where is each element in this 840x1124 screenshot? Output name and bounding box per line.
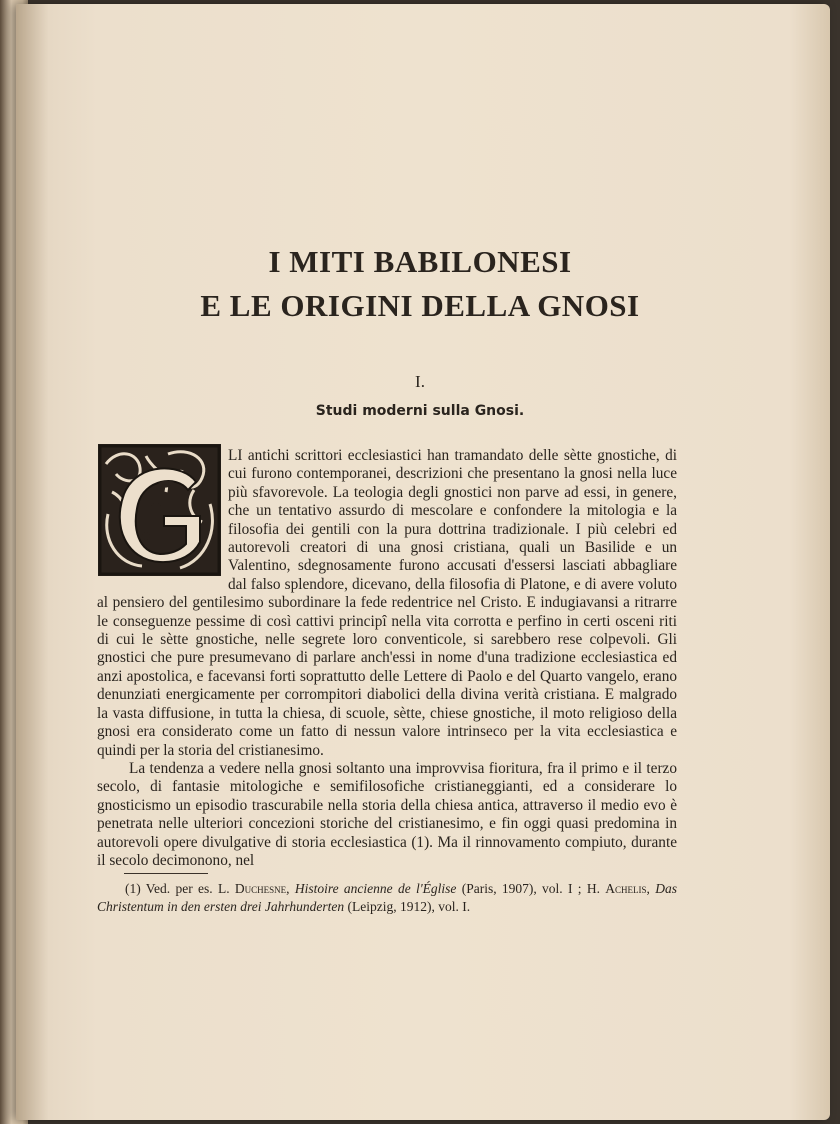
body-text (97, 447, 677, 870)
footnote-rule (124, 873, 208, 874)
initial-spacer (97, 447, 228, 583)
footnote-text-5: (Leipzig, 1912), vol. I. (344, 899, 471, 914)
footnote-author-2: Achelis (605, 881, 647, 896)
footnote-text-3: (Paris, 1907), vol. I ; H. (456, 881, 606, 896)
footnote-text-4: , (646, 881, 656, 896)
footnote-work-1: Histoire ancienne de l'Église (294, 881, 457, 896)
title-line-1: I MITI BABILONESI (268, 244, 572, 279)
footnote-text-2: , (286, 881, 295, 896)
section-number: I. (415, 372, 425, 391)
footnote-work-2: Das Christentum in den ersten drei Jahrhunderten (97, 881, 677, 914)
footnote-author-1: Duchesne (234, 881, 287, 896)
footnote-text-1: (1) Ved. per es. L. (125, 881, 235, 896)
lead-in-caps: LI (228, 447, 243, 464)
footnote (97, 880, 677, 916)
paragraph-1-text: antichi scrittori ecclesiastici han tramandato delle sètte gnostiche, di cui furono contemporanei, descrizioni che presentano la gnosi nella luce più sfavorevole. La teologia degli gnostici non parve ad essi, in genere, che un tentativo assurdo di mescolare e confondere la mitologia e la filosofia dei gentili con la pura dottrina tradizionale. I più celebri ed autorevoli creatori di una gnosi cristiana, quali un Basilide e un Valentino, sdegnosamente furono accusati d'essersi lasciati abbagliare dal falso splendore, dicevano, della filosofia di Platone, e di avere voluto al pensiero del gentilesimo subordinare la fede redentrice nel Cristo. E indugiavansi a ritrarre le conseguenze pessime di così cattivi principî nella vita corrotta e perfino in certi osceni riti di cui le sètte gnostiche, nelle segrete loro conventicole, si sarebbero rese colpevoli. Gli gnostici che pure presumevano di parlare anch'essi in nome d'una tradizione ecclesiastica ed anzi apostolica, e facevansi forti soprattutto delle Lettere di Paolo e del Quarto vangelo, erano denunziati energicamente per corrompitori diabolici della divina verità cristiana. E malgrado la vasta diffusione, in tutta la chiesa, di scuole, sètte, chiese gnostiche, il moto religioso della gnosi era considerato come un fatto di nessun valore intrinseco per la vita ecclesiastica e quindi per la storia del cristianesimo. (97, 447, 677, 759)
section-title: Studi moderni sulla Gnosi. (315, 403, 525, 419)
paragraph-1 (97, 447, 677, 760)
title-line-2: E LE ORIGINI DELLA GNOSI (200, 288, 640, 323)
paragraph-2: La tendenza a vedere nella gnosi soltanto una improvvisa fioritura, fra il primo e il terzo secolo, di fantasie mitologiche e semifilosofiche cristianeggianti, ed a considerare lo gnosticismo un episodio trascurabile nella storia della chiesa antica, attraverso il medio evo è penetrata nelle ulteriori concezioni storiche del cristianesimo, e fin oggi quasi predomina in autorevoli opere divulgative di storia ecclesiastica (1). Ma il rinnovamento compiuto, durante il secolo decimonono, nel (97, 759, 677, 869)
